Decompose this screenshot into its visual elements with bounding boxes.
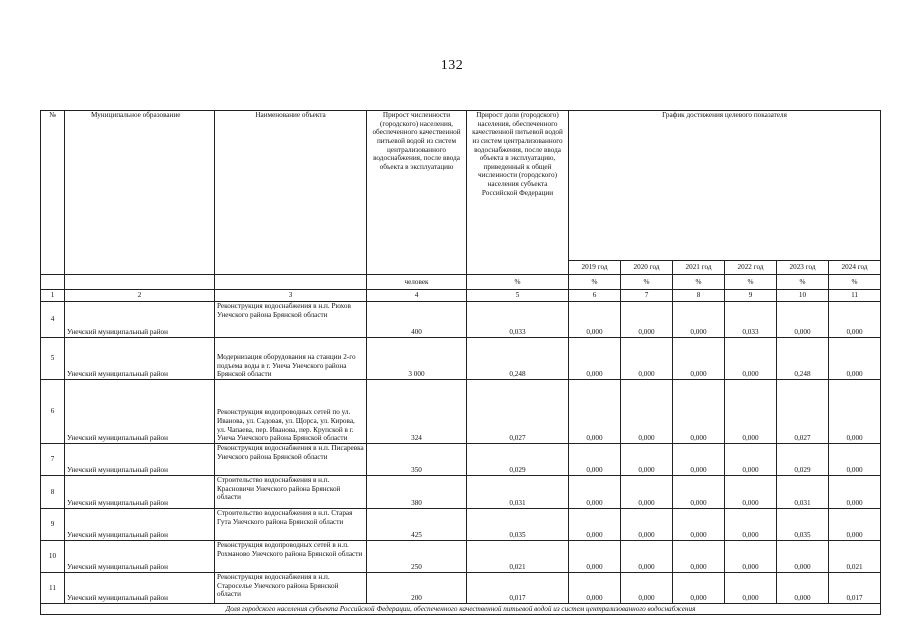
unit-pct: % xyxy=(777,275,829,290)
row-municipality: Унечский муниципальный район xyxy=(65,573,215,604)
row-year-value: 0,000 xyxy=(621,380,673,444)
row-year-value: 0,000 xyxy=(569,302,621,338)
header-object: Наименование объекта xyxy=(215,111,367,275)
row-year-value: 0,248 xyxy=(777,338,829,380)
row-municipality: Унечский муниципальный район xyxy=(65,509,215,541)
row-number: 9 xyxy=(41,509,65,541)
year-2022: 2022 год xyxy=(725,261,777,275)
table-row xyxy=(41,302,881,338)
unit-row xyxy=(41,275,881,290)
row-year-value: 0,000 xyxy=(829,476,881,509)
unit-pct: % xyxy=(673,275,725,290)
row-people: 350 xyxy=(367,444,467,476)
column-number-row xyxy=(41,290,881,302)
row-year-value: 0,000 xyxy=(725,380,777,444)
col-number: 10 xyxy=(777,290,829,302)
row-year-value: 0,000 xyxy=(829,509,881,541)
row-object: Реконструкция водопроводных сетей в н.п. Рохманово Унечского района Брянской области xyxy=(215,541,367,573)
year-2019: 2019 год xyxy=(569,261,621,275)
row-year-value: 0,000 xyxy=(725,541,777,573)
row-year-value: 0,000 xyxy=(725,509,777,541)
unit-pct: % xyxy=(621,275,673,290)
unit-empty xyxy=(41,275,65,290)
row-people: 400 xyxy=(367,302,467,338)
row-people: 200 xyxy=(367,573,467,604)
row-year-value: 0,000 xyxy=(829,302,881,338)
row-year-value: 0,029 xyxy=(777,444,829,476)
row-year-value: 0,000 xyxy=(673,509,725,541)
row-year-value: 0,000 xyxy=(569,380,621,444)
row-year-value: 0,021 xyxy=(829,541,881,573)
header-municipality: Муниципальное образование xyxy=(65,111,215,275)
table-row xyxy=(41,541,881,573)
row-municipality: Унечский муниципальный район xyxy=(65,338,215,380)
row-number: 5 xyxy=(41,338,65,380)
row-municipality: Унечский муниципальный район xyxy=(65,444,215,476)
row-year-value: 0,027 xyxy=(777,380,829,444)
row-people: 324 xyxy=(367,380,467,444)
row-share: 0,033 xyxy=(467,302,569,338)
table-row xyxy=(41,509,881,541)
row-year-value: 0,000 xyxy=(777,541,829,573)
row-share: 0,021 xyxy=(467,541,569,573)
col-number: 2 xyxy=(65,290,215,302)
unit-pct: % xyxy=(569,275,621,290)
table-row xyxy=(41,380,881,444)
table-row xyxy=(41,573,881,604)
header-pop-growth: Прирост численности (городского) населения, обеспеченного качественной питьевой водой из систем централизованного водоснабжения, после ввода объекта в эксплуатацию xyxy=(367,111,467,275)
row-object: Модернизация оборудования на станции 2-го подъема воды в г. Унеча Унечского района Брянской области xyxy=(215,338,367,380)
row-year-value: 0,000 xyxy=(777,302,829,338)
row-year-value: 0,033 xyxy=(725,302,777,338)
row-year-value: 0,000 xyxy=(829,444,881,476)
row-year-value: 0,000 xyxy=(621,541,673,573)
row-year-value: 0,000 xyxy=(621,573,673,604)
row-number: 10 xyxy=(41,541,65,573)
row-year-value: 0,000 xyxy=(621,476,673,509)
col-number: 3 xyxy=(215,290,367,302)
row-year-value: 0,000 xyxy=(829,380,881,444)
year-2021: 2021 год xyxy=(673,261,725,275)
col-number: 9 xyxy=(725,290,777,302)
row-year-value: 0,000 xyxy=(621,444,673,476)
row-year-value: 0,031 xyxy=(777,476,829,509)
page-number: 132 xyxy=(440,58,464,73)
row-share: 0,029 xyxy=(467,444,569,476)
row-year-value: 0,000 xyxy=(569,338,621,380)
row-number: 8 xyxy=(41,476,65,509)
table-footer: Доля городского населения субъекта Российской Федерации, обеспеченного качественной питьевой водой из систем централизованного водоснабжения xyxy=(41,604,881,615)
row-object: Реконструкция водоснабжения в н.п. Писаревка Унечского района Брянской области xyxy=(215,444,367,476)
row-year-value: 0,000 xyxy=(673,380,725,444)
row-object: Строительство водоснабжения в н.п. Красновичи Унечского района Брянской области xyxy=(215,476,367,509)
row-year-value: 0,000 xyxy=(673,541,725,573)
row-year-value: 0,000 xyxy=(673,444,725,476)
row-year-value: 0,000 xyxy=(725,338,777,380)
unit-empty xyxy=(65,275,215,290)
row-people: 250 xyxy=(367,541,467,573)
footer-row xyxy=(41,604,881,615)
row-year-value: 0,000 xyxy=(673,476,725,509)
header-no: № xyxy=(41,111,65,275)
unit-pct: % xyxy=(725,275,777,290)
row-year-value: 0,000 xyxy=(673,573,725,604)
row-year-value: 0,000 xyxy=(673,338,725,380)
col-number: 8 xyxy=(673,290,725,302)
header-share-growth: Прирост доли (городского) населения, обеспеченного качественной питьевой водой из систем централизованного водоснабжения, после ввода объекта в эксплуатацию, приведенный к общей численности (городского) населения субъекта Российской Федерации xyxy=(467,111,569,275)
year-2023: 2023 год xyxy=(777,261,829,275)
row-year-value: 0,000 xyxy=(673,302,725,338)
row-people: 380 xyxy=(367,476,467,509)
row-municipality: Унечский муниципальный район xyxy=(65,302,215,338)
row-municipality: Унечский муниципальный район xyxy=(65,380,215,444)
table-row xyxy=(41,338,881,380)
row-year-value: 0,000 xyxy=(569,541,621,573)
row-year-value: 0,000 xyxy=(725,476,777,509)
table-row xyxy=(41,476,881,509)
row-people: 425 xyxy=(367,509,467,541)
row-share: 0,027 xyxy=(467,380,569,444)
row-share: 0,248 xyxy=(467,338,569,380)
row-number: 7 xyxy=(41,444,65,476)
row-number: 11 xyxy=(41,573,65,604)
row-year-value: 0,017 xyxy=(829,573,881,604)
row-number: 4 xyxy=(41,302,65,338)
row-year-value: 0,000 xyxy=(725,444,777,476)
table-row xyxy=(41,444,881,476)
unit-people: человек xyxy=(367,275,467,290)
year-2024: 2024 год xyxy=(829,261,881,275)
row-municipality: Унечский муниципальный район xyxy=(65,476,215,509)
row-year-value: 0,000 xyxy=(569,476,621,509)
row-year-value: 0,035 xyxy=(777,509,829,541)
row-share: 0,017 xyxy=(467,573,569,604)
col-number: 1 xyxy=(41,290,65,302)
row-year-value: 0,000 xyxy=(829,338,881,380)
row-year-value: 0,000 xyxy=(569,509,621,541)
row-object: Реконструкция водопроводных сетей по ул. Иванова, ул. Садовая, ул. Щорса, ул. Кирова, ул. Чапаева, пер. Иванова, пер. Крупской в г. Унеча Унечского района Брянской области xyxy=(215,380,367,444)
row-year-value: 0,000 xyxy=(621,509,673,541)
row-number: 6 xyxy=(41,380,65,444)
row-municipality: Унечский муниципальный район xyxy=(65,541,215,573)
col-number: 11 xyxy=(829,290,881,302)
row-object: Реконструкция водоснабжения в н.п. Староселье Унечского района Брянской области xyxy=(215,573,367,604)
row-object: Строительство водоснабжения в н.п. Старая Гута Унечского района Брянской области xyxy=(215,509,367,541)
col-number: 4 xyxy=(367,290,467,302)
row-people: 3 000 xyxy=(367,338,467,380)
unit-pct: % xyxy=(467,275,569,290)
row-object: Реконструкция водоснабжения в н.п. Рюхов Унечского района Брянской области xyxy=(215,302,367,338)
row-year-value: 0,000 xyxy=(569,444,621,476)
unit-pct: % xyxy=(829,275,881,290)
row-share: 0,035 xyxy=(467,509,569,541)
header-schedule: График достижения целевого показателя xyxy=(569,111,881,261)
row-share: 0,031 xyxy=(467,476,569,509)
col-number: 5 xyxy=(467,290,569,302)
row-year-value: 0,000 xyxy=(777,573,829,604)
col-number: 7 xyxy=(621,290,673,302)
row-year-value: 0,000 xyxy=(725,573,777,604)
row-year-value: 0,000 xyxy=(621,338,673,380)
col-number: 6 xyxy=(569,290,621,302)
row-year-value: 0,000 xyxy=(569,573,621,604)
row-year-value: 0,000 xyxy=(621,302,673,338)
year-2020: 2020 год xyxy=(621,261,673,275)
data-table xyxy=(40,110,881,615)
unit-empty xyxy=(215,275,367,290)
